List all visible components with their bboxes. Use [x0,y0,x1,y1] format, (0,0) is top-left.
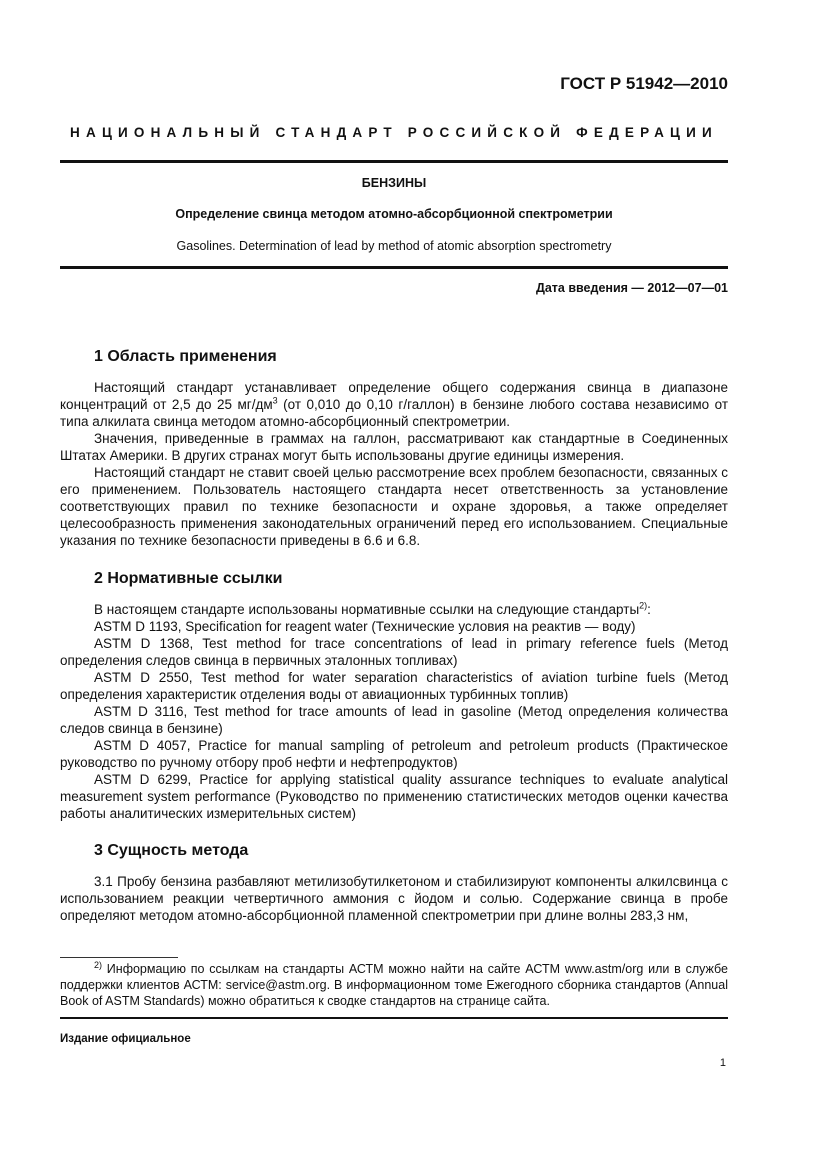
national-standard-banner: НАЦИОНАЛЬНЫЙ СТАНДАРТ РОССИЙСКОЙ ФЕДЕРАЦИИ [70,125,718,140]
official-edition-label: Издание официальное [60,1033,191,1045]
footer-divider [60,1017,728,1019]
footnote-text: Информацию по ссылкам на стандарты АСТМ можно найти на сайте АСТМ www.astm/org или в службе поддержки клиентов АСТМ: service@astm.org. В информационном томе Ежегодного сборника стандартов (Annual Book of ASTM Standards) можно обратиться к сводке стандартов на странице сайта. [60,962,728,1008]
reference-item: ASTM D 1368, Test method for trace concentrations of lead in primary reference fuels (Метод определения следов свинца в первичных эталонных топливах) [60,636,728,668]
section-3-heading: 3 Сущность метода [94,842,249,859]
title-divider [60,266,728,269]
footnote-divider [60,957,178,958]
reference-item: ASTM D 3116, Test method for trace amounts of lead in gasoline (Метод определения количества следов свинца в бензине) [60,704,728,736]
section-3-body [60,873,728,924]
footnote [60,961,728,1009]
document-title: БЕНЗИНЫ [361,176,427,190]
intro-date: Дата введения — 2012—07—01 [535,281,728,295]
reference-item: ASTM D 1193, Specification for reagent water (Технические условия на реактив — воду) [94,619,636,634]
footnote-marker: 2) [94,959,103,970]
section-2-heading: 2 Нормативные ссылки [94,570,283,587]
references-intro: В настоящем стандарте использованы нормативные ссылки на следующие стандарты$^{2)}$: [94,600,651,617]
gost-number: ГОСТ Р 51942—2010 [560,74,728,93]
section-1-paragraph: Настоящий стандарт не ставит своей целью рассмотрение всех проблем безопасности, связанных с его применением. Пользователь настоящего стандарта несет ответственность за установление соответствующих правил по технике безопасности и охране здоровья, а также определяет целесообразность применения законодательных ограничений перед его использованием. Специальные указания по технике безопасности приведены в 6.6 и 6.8. [60,465,728,548]
reference-item: ASTM D 2550, Test method for water separation characteristics of aviation turbine fuels (Метод определения характеристик отделения воды от авиационных турбинных топлив) [60,670,728,702]
reference-item: ASTM D 6299, Practice for applying statistical quality assurance techniques to evaluate analytical measurement system performance (Руководство по применению статистических методов оценки качества работы аналитических измерительных систем) [60,772,728,821]
reference-item: ASTM D 4057, Practice for manual sampling of petroleum and petroleum products (Практическое руководство по ручному отбору проб нефти и нефтепродуктов) [60,738,728,770]
section-1-heading: 1 Область применения [94,348,277,365]
section-1-body [60,379,728,549]
section-2-body [60,601,728,822]
document-subtitle-ru: Определение свинца методом атомно-абсорбционной спектрометрии [175,207,613,221]
page-number: 1 [719,1057,726,1069]
section-1-paragraph: Настоящий стандарт устанавливает определение общего содержания свинца в диапазоне концентраций от 2,5 до 25 $мг/дм^3$ (от 0,010 до 0,10 г/галлон) в бензине любого состава независимо от типа алкилата свинца методом атомно-абсорбционный спектрометрии. [60,380,728,429]
document-subtitle-en: Gasolines. Determination of lead by method of atomic absorption spectrometry [176,239,612,253]
section-1-paragraph: Значения, приведенные в граммах на галлон, рассматривают как стандартные в Соединенных Штатах Америки. В других странах могут быть использованы другие единицы измерения. [60,431,728,463]
section-3-paragraph: 3.1 Пробу бензина разбавляют метилизобутилкетоном и стабилизируют компоненты алкилсвинца с использованием реакции четвертичного аммония с йодом и солью. Содержание свинца в пробе определяют методом атомно-абсорбционной пламенной спектрометрии при длине волны 283,3 нм, [60,874,728,923]
header-divider [60,160,728,163]
